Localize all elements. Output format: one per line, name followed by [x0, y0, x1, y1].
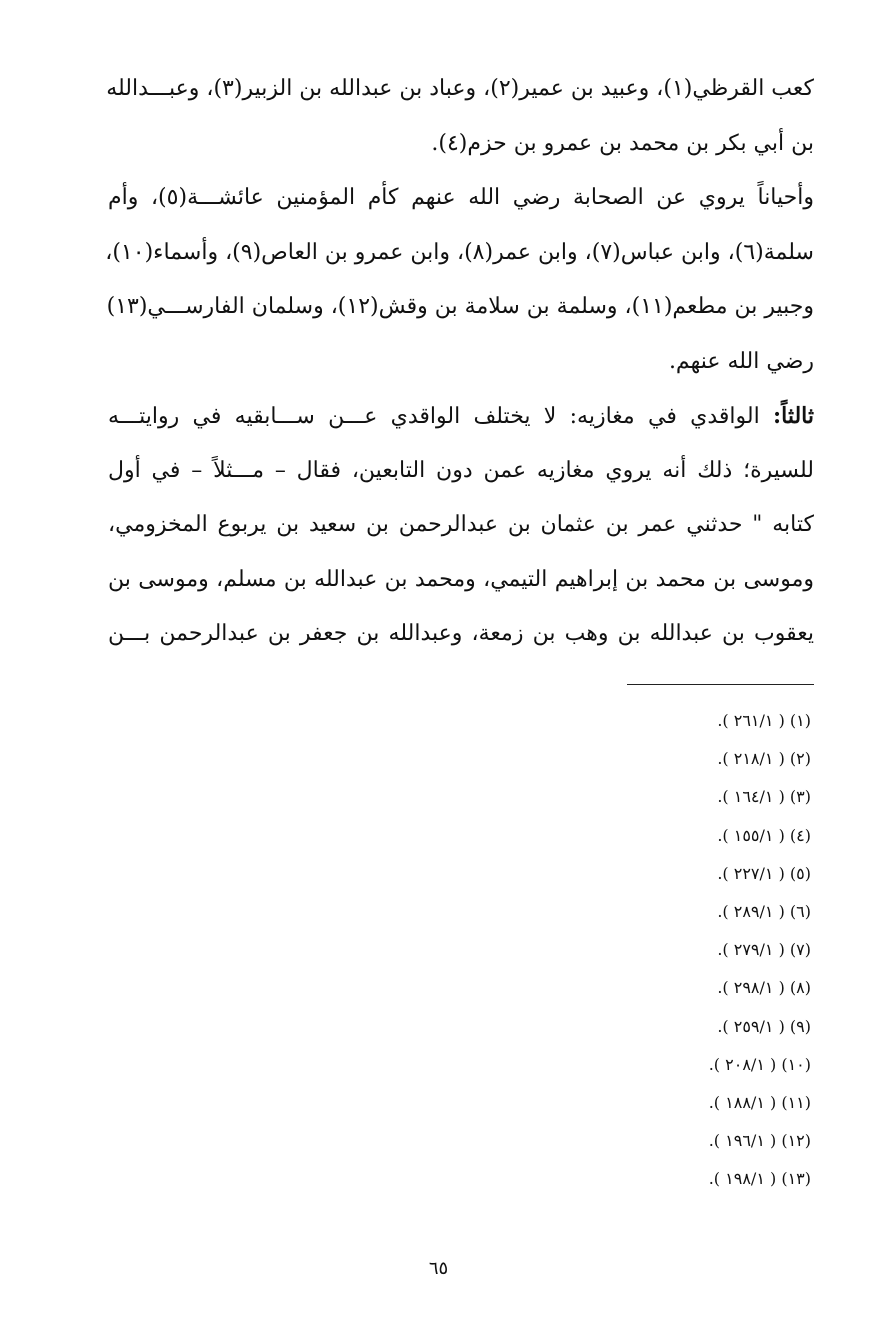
text-line-5: وجبير بن مطعم(١١)، وسلمة بن سلامة بن وقش(١٢)، وسلمان الفارســـي(١٣) [106, 294, 814, 319]
text-line-2: بن أبي بكر بن محمد بن عمرو بن حزم(٤). [431, 130, 814, 156]
text-line-10: وموسى بن محمد بن إبراهيم التيمي، ومحمد بن عبدالله بن مسلم، وموسى بن [108, 566, 814, 592]
text-line-8: للسيرة؛ ذلك أنه يروي مغازيه عمن دون التابعين، فقال – مـــثلاً – في أول [108, 457, 814, 483]
text-line-9: كتابه " حدثني عمر بن عثمان بن عبدالرحمن بن سعيد بن يربوع المخزومي، [108, 512, 814, 537]
section-heading: ثالثاً: [773, 403, 814, 429]
footnote: (٤) ( ١٥٥/١ ). [717, 825, 811, 845]
text-line-1: كعب القرظي(١)، وعبيد بن عمير(٢)، وعباد بن عبدالله بن الزبير(٣)، وعبـــدالله [106, 76, 814, 101]
footnote-separator [627, 684, 814, 685]
text-line-4: سلمة(٦)، وابن عباس(٧)، وابن عمر(٨)، وابن عمرو بن العاص(٩)، وأسماء(١٠)، [105, 239, 814, 265]
footnote: (٧) ( ٢٧٩/١ ). [717, 940, 811, 960]
text-line-3: وأحياناً يروي عن الصحابة رضي الله عنهم كأم المؤمنين عائشـــة(٥)، وأم [108, 185, 814, 210]
text-line-6: رضي الله عنهم. [668, 348, 814, 374]
footnote: (١) ( ٢٦١/١ ). [717, 711, 811, 730]
footnote: (٢) ( ٢١٨/١ ). [717, 749, 811, 769]
footnote: (٦) ( ٢٨٩/١ ). [717, 901, 811, 921]
page-number: ٦٥ [428, 1258, 449, 1279]
footnote: (١٠) ( ٢٠٨/١ ). [708, 1054, 811, 1074]
footnote: (٩) ( ٢٥٩/١ ). [717, 1016, 811, 1036]
text-line-11: يعقوب بن عبدالله بن وهب بن زمعة، وعبدالله بن جعفر بن عبدالرحمن بـــن [108, 621, 814, 646]
main-text [105, 62, 814, 662]
footnote: (٣) ( ١٦٤/١ ). [717, 787, 811, 807]
text-line-7: ثالثاً: الواقدي في مغازيه: لا يختلف الواقدي عـــن ســـابقيه في روايتـــه [108, 403, 814, 429]
footnote: (١١) ( ١٨٨/١ ). [708, 1092, 811, 1112]
footnote: (٨) ( ٢٩٨/١ ). [717, 978, 811, 998]
footnote: (١٢) ( ١٩٦/١ ). [708, 1131, 811, 1151]
footnotes [709, 702, 811, 1198]
footnote: (١٣) ( ١٩٨/١ ). [708, 1169, 811, 1189]
footnote: (٥) ( ٢٢٧/١ ). [717, 863, 811, 883]
